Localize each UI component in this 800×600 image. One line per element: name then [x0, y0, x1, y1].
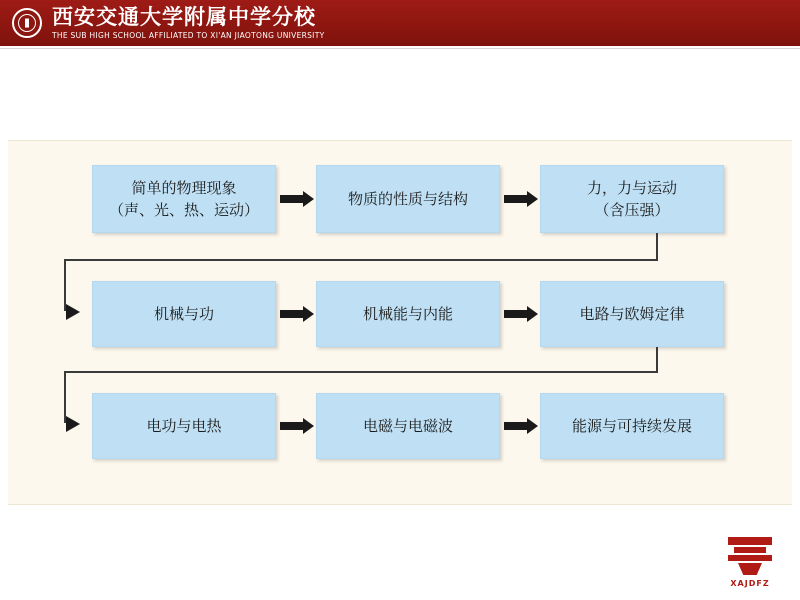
school-name-en: THE SUB HIGH SCHOOL AFFILIATED TO XI'AN JIAOTONG UNIVERSITY	[52, 30, 325, 40]
flow-node	[92, 281, 276, 347]
arrow-right-icon	[66, 416, 80, 432]
arrow-right-icon	[280, 310, 304, 318]
flow-node	[316, 393, 500, 459]
arrow-right-icon	[504, 310, 528, 318]
connector-segment	[64, 259, 658, 261]
flow-node-line2: （含压强）	[594, 201, 670, 219]
xajdfz-logo-icon	[718, 530, 782, 588]
arrow-right-icon	[280, 422, 304, 430]
flow-node-line1: 物质的性质与结构	[347, 190, 468, 208]
flow-node	[316, 165, 500, 233]
school-name-cn: 西安交通大学附属中学分校	[52, 4, 316, 29]
flow-node-line1: 能源与可持续发展	[571, 417, 692, 435]
flow-node	[540, 165, 724, 233]
flow-node	[540, 393, 724, 459]
header-divider	[0, 46, 800, 49]
flow-node-line1: 简单的物理现象	[131, 179, 237, 197]
flowchart	[8, 141, 792, 506]
arrow-right-icon	[504, 195, 528, 203]
flow-node-line1: 电路与欧姆定律	[579, 305, 685, 323]
page-header	[0, 0, 800, 46]
arrow-right-icon	[66, 304, 80, 320]
connector-segment	[656, 347, 658, 373]
flow-node	[316, 281, 500, 347]
school-names	[52, 6, 324, 41]
arrow-right-icon	[280, 195, 304, 203]
flow-node-line1: 电功与电热	[146, 417, 222, 435]
flow-node	[92, 165, 276, 233]
diagram-panel	[8, 140, 792, 505]
arrow-right-icon	[504, 422, 528, 430]
xajdfz-mark	[724, 535, 776, 577]
flow-node	[540, 281, 724, 347]
flow-node-line2: （声、光、热、运动）	[108, 201, 259, 219]
connector-segment	[656, 233, 658, 261]
connector-segment	[64, 371, 658, 373]
school-crest-icon	[12, 8, 42, 38]
flow-node-line1: 力，力与运动	[586, 179, 677, 197]
flow-node-line1: 机械能与内能	[362, 305, 453, 323]
flow-node-line1: 机械与功	[153, 305, 214, 323]
flow-node-line1: 电磁与电磁波	[362, 417, 453, 435]
xajdfz-label: XAJDFZ	[730, 579, 770, 588]
flow-node	[92, 393, 276, 459]
